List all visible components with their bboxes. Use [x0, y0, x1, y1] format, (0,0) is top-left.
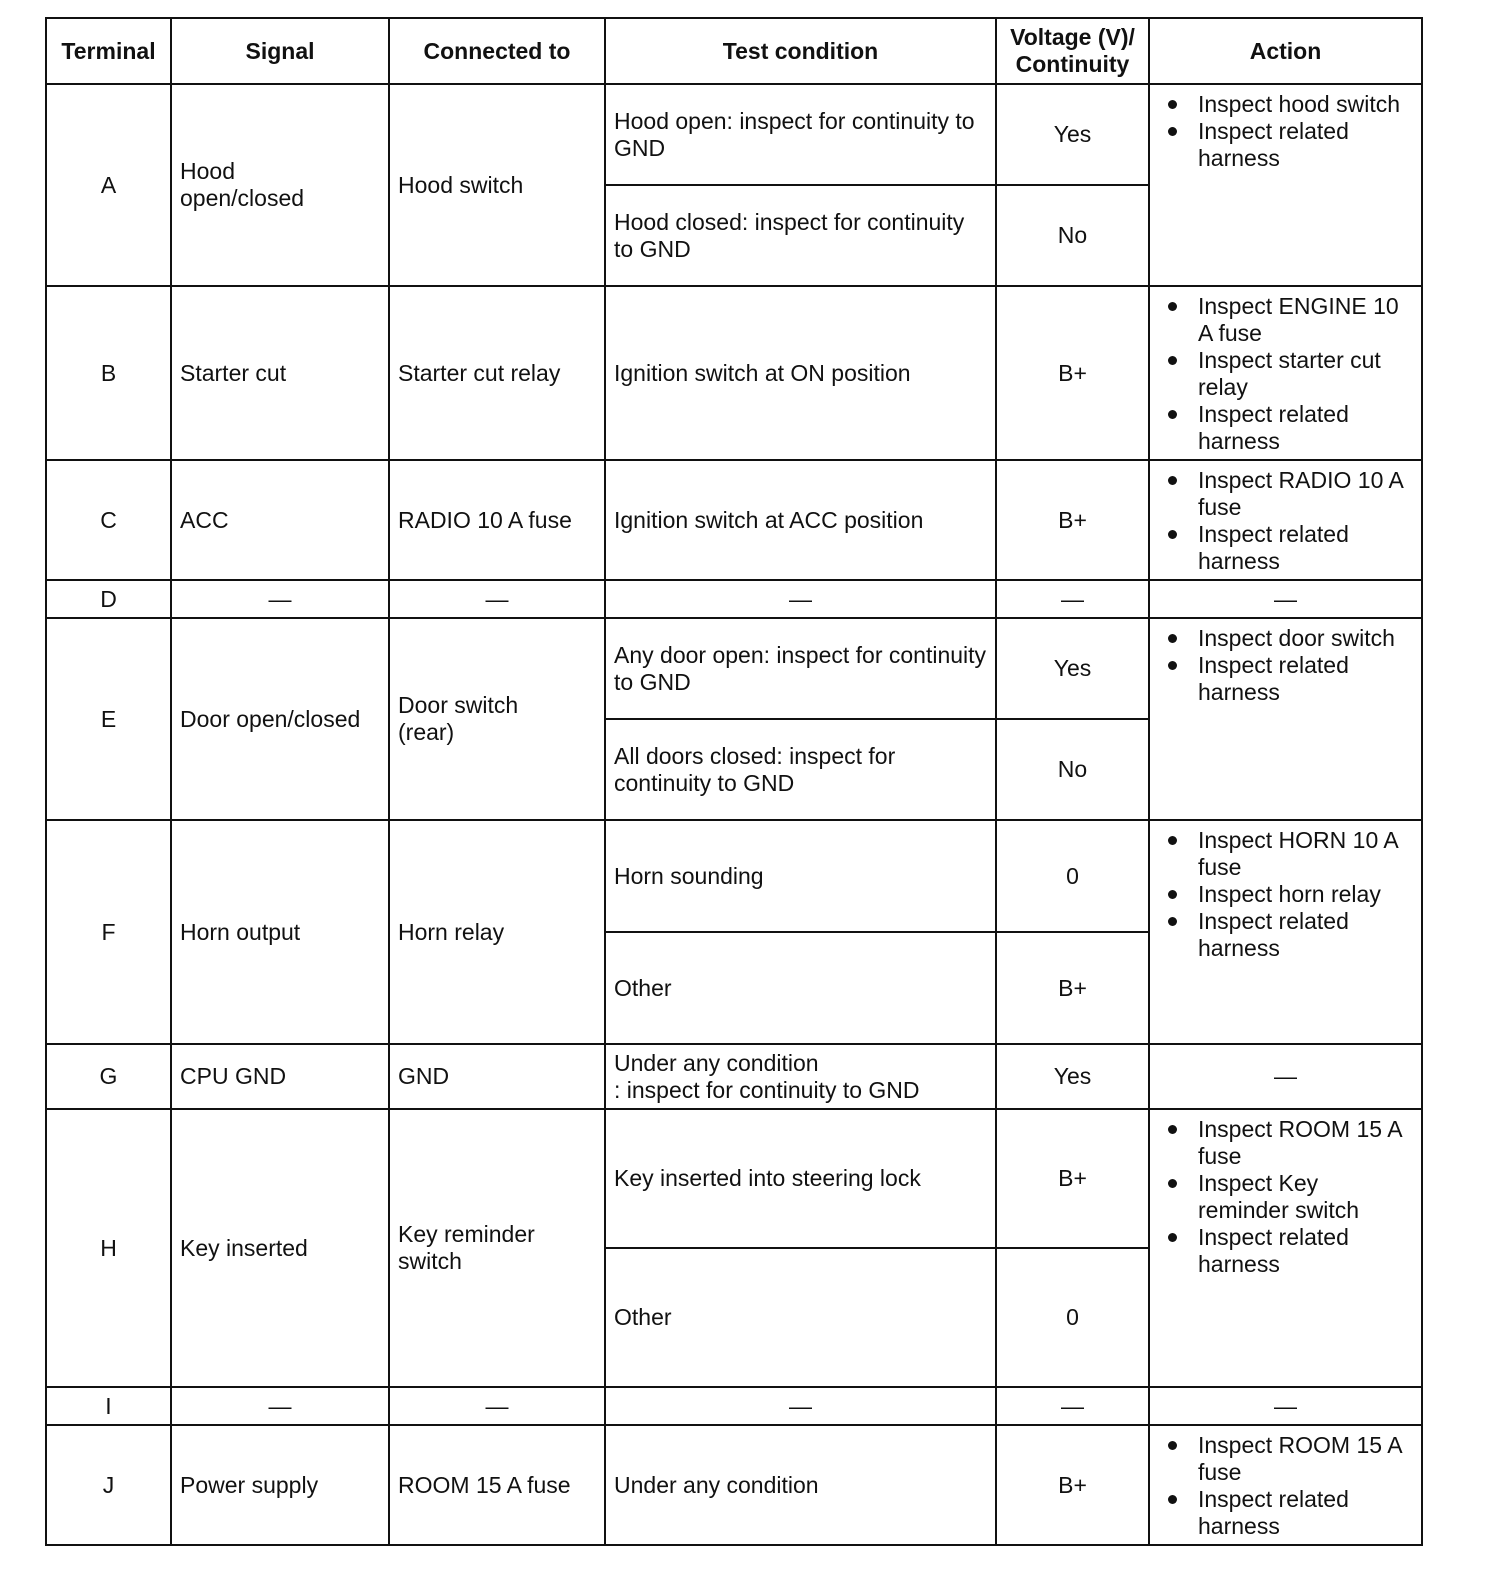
action-item: Inspect Key reminder switch — [1164, 1170, 1415, 1224]
test-condition-line2: : inspect for continuity to GND — [614, 1076, 920, 1103]
value-cell: B+ — [996, 460, 1149, 580]
empty-dash: — — [605, 580, 996, 618]
terminal-cell: H — [46, 1109, 171, 1387]
test-condition-cell: Other — [605, 932, 996, 1044]
table-row-i — [46, 1387, 1422, 1425]
empty-dash: — — [996, 1387, 1149, 1425]
table-row-c — [46, 460, 1422, 580]
action-item: Inspect hood switch — [1164, 91, 1415, 118]
action-cell — [1149, 820, 1422, 1044]
action-item: Inspect related harness — [1164, 401, 1415, 455]
action-cell — [1149, 1109, 1422, 1387]
action-item: Inspect related harness — [1164, 1486, 1415, 1540]
value-cell: B+ — [996, 1425, 1149, 1545]
header-connected-to: Connected to — [389, 18, 605, 84]
action-list — [1164, 467, 1415, 575]
connected-to-cell: Key reminder switch — [389, 1109, 605, 1387]
action-item: Inspect related harness — [1164, 908, 1415, 962]
header-signal: Signal — [171, 18, 389, 84]
action-cell — [1149, 84, 1422, 286]
action-item: Inspect horn relay — [1164, 881, 1415, 908]
test-condition-cell: Under any condition — [605, 1425, 996, 1545]
action-item: Inspect starter cut relay — [1164, 347, 1415, 401]
terminal-inspection-table-page — [45, 17, 1423, 1546]
connected-to-cell: Hood switch — [389, 84, 605, 286]
test-condition-cell: Key inserted into steering lock — [605, 1109, 996, 1248]
connected-to-cell: ROOM 15 A fuse — [389, 1425, 605, 1545]
value-cell: Yes — [996, 1044, 1149, 1109]
test-condition-cell: Horn sounding — [605, 820, 996, 932]
signal-cell: Key inserted — [171, 1109, 389, 1387]
value-cell: Yes — [996, 84, 1149, 185]
action-item: Inspect ENGINE 10 A fuse — [1164, 293, 1415, 347]
test-condition-cell: Hood open: inspect for continuity to GND — [605, 84, 996, 185]
action-list — [1164, 91, 1415, 172]
terminal-cell: A — [46, 84, 171, 286]
action-list — [1164, 1116, 1415, 1278]
empty-dash: — — [1149, 580, 1422, 618]
action-item: Inspect ROOM 15 A fuse — [1164, 1432, 1415, 1486]
action-item: Inspect related harness — [1164, 652, 1415, 706]
table-row-f — [46, 820, 1422, 932]
value-cell: 0 — [996, 820, 1149, 932]
action-item: Inspect related harness — [1164, 118, 1415, 172]
connected-to-cell: GND — [389, 1044, 605, 1109]
test-condition-cell: Ignition switch at ON position — [605, 286, 996, 460]
header-voltage-continuity — [996, 18, 1149, 84]
action-list — [1164, 625, 1415, 706]
value-cell: B+ — [996, 1109, 1149, 1248]
connected-to-cell: RADIO 10 A fuse — [389, 460, 605, 580]
header-row — [46, 18, 1422, 84]
signal-cell: ACC — [171, 460, 389, 580]
header-voltage-line1: Voltage (V)/ — [1010, 24, 1135, 50]
empty-dash: — — [605, 1387, 996, 1425]
signal-cell: Power supply — [171, 1425, 389, 1545]
value-cell: No — [996, 719, 1149, 820]
terminal-cell: G — [46, 1044, 171, 1109]
table-row-j — [46, 1425, 1422, 1545]
test-condition-cell: Any door open: inspect for continuity to GND — [605, 618, 996, 719]
signal-cell: Starter cut — [171, 286, 389, 460]
terminal-cell: F — [46, 820, 171, 1044]
terminal-cell: I — [46, 1387, 171, 1425]
terminal-cell: C — [46, 460, 171, 580]
action-list — [1164, 827, 1415, 962]
table-row-d — [46, 580, 1422, 618]
connected-to-cell: Starter cut relay — [389, 286, 605, 460]
empty-dash: — — [171, 580, 389, 618]
value-cell: 0 — [996, 1248, 1149, 1387]
header-action: Action — [1149, 18, 1422, 84]
value-cell: Yes — [996, 618, 1149, 719]
action-cell — [1149, 460, 1422, 580]
header-terminal: Terminal — [46, 18, 171, 84]
test-condition-cell: All doors closed: inspect for continuity to GND — [605, 719, 996, 820]
table-row-g — [46, 1044, 1422, 1109]
connected-to-cell: Horn relay — [389, 820, 605, 1044]
table-row-b — [46, 286, 1422, 460]
action-item: Inspect RADIO 10 A fuse — [1164, 467, 1415, 521]
test-condition-line1: Under any condition — [614, 1049, 819, 1076]
signal-cell: Hood open/closed — [171, 84, 389, 286]
action-item: Inspect ROOM 15 A fuse — [1164, 1116, 1415, 1170]
signal-cell: Door open/closed — [171, 618, 389, 820]
terminal-cell: E — [46, 618, 171, 820]
header-voltage-line2: Continuity — [1015, 51, 1130, 77]
action-cell — [1149, 1425, 1422, 1545]
terminal-inspection-table — [45, 17, 1423, 1546]
connected-to-cell: Door switch (rear) — [389, 618, 605, 820]
signal-cell: CPU GND — [171, 1044, 389, 1109]
test-condition-cell: Other — [605, 1248, 996, 1387]
empty-dash: — — [389, 1387, 605, 1425]
value-cell: B+ — [996, 932, 1149, 1044]
terminal-cell: J — [46, 1425, 171, 1545]
action-list — [1164, 1432, 1415, 1540]
header-test-condition: Test condition — [605, 18, 996, 84]
value-cell: B+ — [996, 286, 1149, 460]
value-cell: No — [996, 185, 1149, 286]
terminal-cell: D — [46, 580, 171, 618]
empty-dash: — — [1149, 1387, 1422, 1425]
action-item: Inspect related harness — [1164, 521, 1415, 575]
empty-dash: — — [1149, 1044, 1422, 1109]
test-condition-cell — [605, 1044, 996, 1109]
action-item: Inspect HORN 10 A fuse — [1164, 827, 1415, 881]
action-item: Inspect related harness — [1164, 1224, 1415, 1278]
empty-dash: — — [389, 580, 605, 618]
table-row-e — [46, 618, 1422, 719]
empty-dash: — — [996, 580, 1149, 618]
test-condition-cell: Hood closed: inspect for continuity to GND — [605, 185, 996, 286]
action-list — [1164, 293, 1415, 455]
action-cell — [1149, 618, 1422, 820]
empty-dash: — — [171, 1387, 389, 1425]
signal-cell: Horn output — [171, 820, 389, 1044]
terminal-cell: B — [46, 286, 171, 460]
table-row-a — [46, 84, 1422, 185]
test-condition-cell: Ignition switch at ACC position — [605, 460, 996, 580]
table-row-h — [46, 1109, 1422, 1248]
action-cell — [1149, 286, 1422, 460]
action-item: Inspect door switch — [1164, 625, 1415, 652]
